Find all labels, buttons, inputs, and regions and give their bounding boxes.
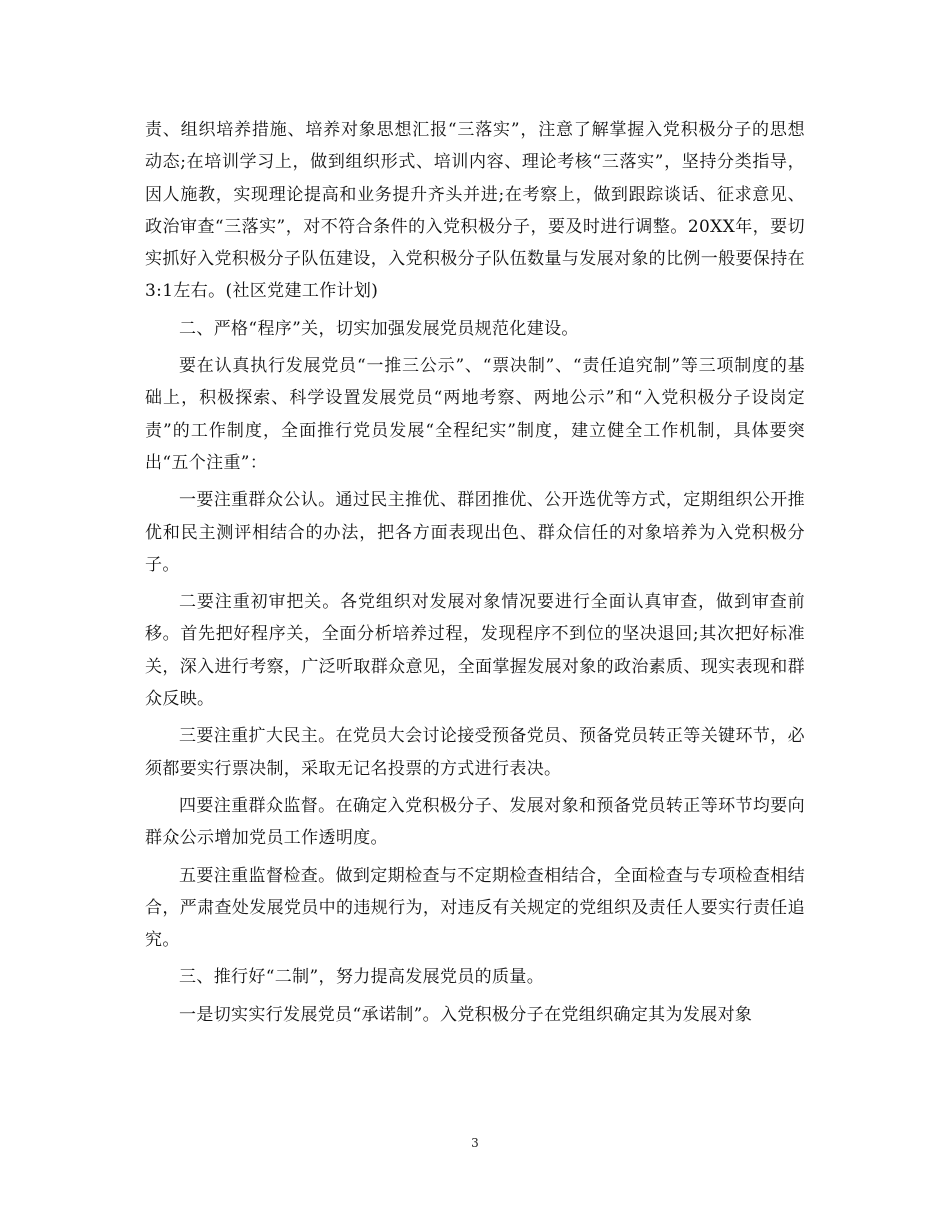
paragraph-expand-democracy: 三要注重扩大民主。在党员大会讨论接受预备党员、预备党员转正等关键环节，必须都要实行票决制，采取无记名投票的方式进行表决。 [145,726,805,779]
section-heading-procedure: 二、严格“程序”关，切实加强发展党员规范化建设。 [179,318,579,339]
paragraph-mass-recognition: 一要注重群众公认。通过民主推优、群团推优、公开选优等方式，定期组织公开推优和民主测评相结合的办法，把各方面表现出色、群众信任的对象培养为入党积极分子。 [145,490,805,575]
page-number: 3 [471,1136,479,1150]
paragraph-three-systems: 要在认真执行发展党员“一推三公示”、“票决制”、“责任追究制”等三项制度的基础上，积极探索、科学设置发展党员“两地考察、两地公示”和“入党积极分子设岗定责”的工作制度，全面推行党员发展“全程纪实”制度，建立健全工作机制，具体要突出“五个注重”： [145,356,805,473]
paragraph-supervision-inspection: 五要注重监督检查。做到定期检查与不定期检查相结合，全面检查与专项检查相结合，严肃查处发展党员中的违规行为，对违反有关规定的党组织及责任人要实行责任追究。 [145,865,805,951]
paragraph-mass-supervision: 四要注重群众监督。在确定入党积极分子、发展对象和预备党员转正等环节均要向群众公示增加党员工作透明度。 [145,795,805,849]
paragraph-initial-review: 二要注重初审把关。各党组织对发展对象情况要进行全面认真审查，做到审查前移。首先把好程序关，全面分析培养过程，发现程序不到位的坚决退回;其次把好标准关，深入进行考察，广泛听取群众意见，全面掌握发展对象的政治素质、现实表现和群众反映。 [145,592,805,710]
section-heading-two-systems: 三、推行好“二制”，努力提高发展党员的质量。 [179,967,545,988]
document-body [145,114,805,1031]
paragraph-commitment-system: 一是切实实行发展党员“承诺制”。入党积极分子在党组织确定其为发展对象 [179,1004,753,1025]
paragraph-continuation: 责、组织培养措施、培养对象思想汇报“三落实”，注意了解掌握入党积极分子的思想动态;在培训学习上，做到组织形式、培训内容、理论考核“三落实”，坚持分类指导，因人施教，实现理论提高和业务提升齐头并进;在考察上，做到跟踪谈话、征求意见、政治审查“三落实”，对不符合条件的入党积极分子，要及时进行调整。20XX年，要切实抓好入党积极分子队伍建设，入党积极分子队伍数量与发展对象的比例一般要保持在3:1左右。(社区党建工作计划) [145,120,805,302]
